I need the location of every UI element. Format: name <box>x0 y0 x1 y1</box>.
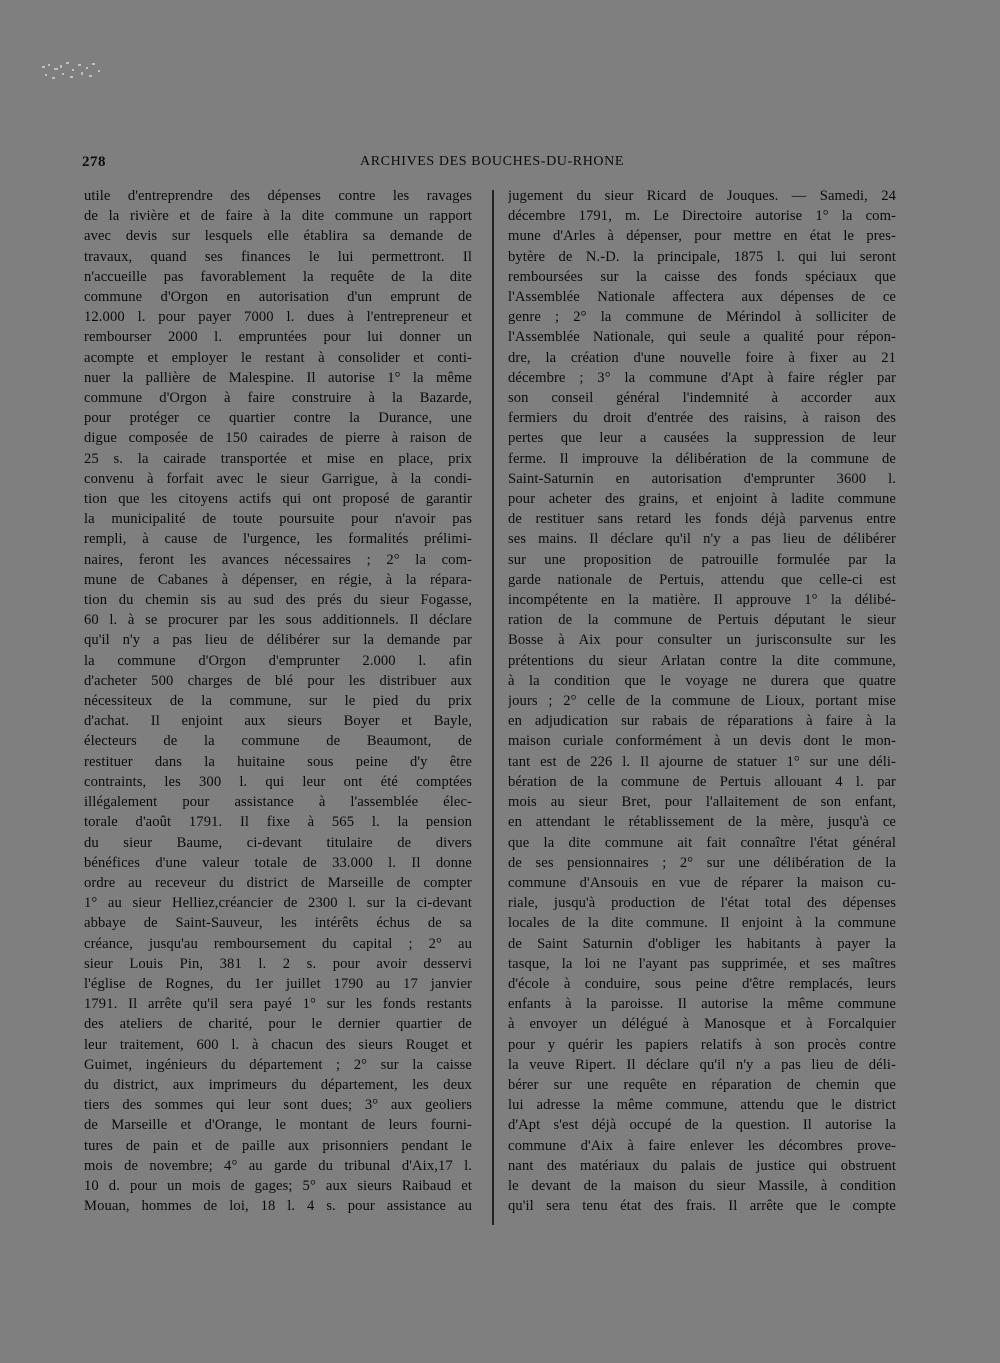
text-line: bytère de N.-D. la principale, 1875 l. qui lui seront <box>508 248 896 265</box>
text-line: Bosse à Aix pour consulter un jurisconsulte sur les <box>508 632 896 649</box>
text-line: l'Assemblée Nationale, qui seule a qualité pour répon- <box>508 329 896 346</box>
text-line: enfants à la paroisse. Il autorise la même commune <box>508 996 896 1013</box>
text-line: ration de la commune de Pertuis députant le sieur <box>508 612 896 629</box>
text-line: maison curiale conformément à un devis dont le mon- <box>508 733 896 750</box>
text-line: d'école à conduire, sous peine d'être remplacés, leurs <box>508 975 896 992</box>
text-line: 1° au sieur Helliez,créancier de 2300 l. sur la ci-devant <box>84 895 472 912</box>
text-line: riale, jusqu'à production de l'état total des dépenses <box>508 895 896 912</box>
text-line: jours ; 2° celle de la commune de Lioux, portant mise <box>508 693 896 710</box>
text-line: garde nationale de Pertuis, attendu que celle-ci est <box>508 571 896 588</box>
text-line: la municipalité de toute poursuite pour n'avoir pas <box>84 511 472 528</box>
text-line: Saint-Saturnin en autorisation d'emprunter 3600 l. <box>508 470 896 487</box>
text-line: son conseil général l'indemnité à accorder aux <box>508 390 896 407</box>
text-line: travaux, quand ses finances le lui permettront. Il <box>84 248 472 265</box>
text-line: ferme. Il improuve la délibération de la commune de <box>508 450 896 467</box>
text-line: prétentions du sieur Arlatan contre la dite commune, <box>508 652 896 669</box>
text-line: bérer sur une requête en réparation de chemin que <box>508 1076 896 1093</box>
text-line: lui adresse la même commune, attendu que le district <box>508 1097 896 1114</box>
text-line: d'achat. Il enjoint aux sieurs Boyer et Bayle, <box>84 713 472 730</box>
text-line: nécessiteux de la commune, sur le pied du prix <box>84 693 472 710</box>
text-line: convenu à forfait avec le sieur Garrigue, à la condi- <box>84 470 472 487</box>
text-line: pour y quérir les papiers relatifs à son procès contre <box>508 1036 896 1053</box>
text-line: rempli, à cause de l'urgence, les formalités prélimi- <box>84 531 472 548</box>
text-line: électeurs de la commune de Beaumont, de <box>84 733 472 750</box>
text-line: leur traitement, 600 l. à chacun des sieurs Rouget et <box>84 1036 472 1053</box>
text-line: remboursées sur la caisse des fonds spéciaux que <box>508 268 896 285</box>
text-line: en adjudication sur rabais de réparations à faire à la <box>508 713 896 730</box>
text-line: acompte et employer le restant à consolider et conti- <box>84 349 472 366</box>
text-line: pour acheter des grains, et enjoint à ladite commune <box>508 491 896 508</box>
text-line: utile d'entreprendre des dépenses contre les ravages <box>84 188 472 204</box>
text-line: de restituer sans retard les fonds déjà parvenus entre <box>508 511 896 528</box>
text-line: n'accueille pas favorablement la requête de la dite <box>84 268 472 285</box>
text-line: jugement du sieur Ricard de Jouques. — Samedi, 24 <box>508 188 896 204</box>
scan-artifact <box>40 60 104 86</box>
text-line: 12.000 l. pour payer 7000 l. dues à l'entrepreneur et <box>84 309 472 326</box>
text-line: la veuve Ripert. Il déclare qu'il n'y a pas lieu de déli- <box>508 1056 896 1073</box>
text-line: tiers des sommes qui leur sont dues; 3° aux geoliers <box>84 1097 472 1114</box>
text-line: qu'il sera tenu état des frais. Il arrête que le compte <box>508 1198 896 1215</box>
text-line: mune d'Arles à dépenser, pour mettre en état le pres- <box>508 228 896 245</box>
text-line: de Marseille et d'Orange, le montant de leurs fourni- <box>84 1117 472 1134</box>
text-line: mois de novembre; 4° au garde du tribunal d'Aix,17 l. <box>84 1157 472 1174</box>
text-line: digue composée de 150 cairades de pierre à raison de <box>84 430 472 447</box>
text-line: naires, feront les avances nécessaires ; 2° la com- <box>84 551 472 568</box>
text-line: abbaye de Saint-Sauveur, les intérêts échus de sa <box>84 915 472 932</box>
text-line: la commune d'Orgon d'emprunter 2.000 l. afin <box>84 652 472 669</box>
text-line: que la dite commune ait fait connaître l'état général <box>508 834 896 851</box>
text-line: d'Apt s'est déjà occupé de la question. Il autorise la <box>508 1117 896 1134</box>
text-line: tant est de 226 l. Il ajourne de statuer 1° sur une déli- <box>508 753 896 770</box>
text-line: tion du chemin sis au sud des prés du sieur Fogasse, <box>84 592 472 609</box>
text-line: pertes que leur a causées la suppression de leur <box>508 430 896 447</box>
text-line: sieur Louis Pin, 381 l. 2 s. pour avoir desservi <box>84 955 472 972</box>
text-line: ordre au receveur du district de Marseille de compter <box>84 874 472 891</box>
text-line: nant des matériaux du palais de justice qui obstruent <box>508 1157 896 1174</box>
text-line: d'acheter 500 charges de blé pour les distribuer aux <box>84 672 472 689</box>
text-line: du district, aux imprimeurs du département, les deux <box>84 1076 472 1093</box>
text-line: en attendant le rétablissement de la mère, jusqu'à ce <box>508 814 896 831</box>
text-line: tasque, la loi ne l'ayant pas supprimée, et ses maîtres <box>508 955 896 972</box>
text-line: Mouan, hommes de loi, 18 l. 4 s. pour assistance au <box>84 1198 472 1215</box>
text-line: décembre 1791, m. Le Directoire autorise 1° la com- <box>508 208 896 225</box>
text-line: restituer dans la huitaine sous peine d'y être <box>84 753 472 770</box>
text-line: commune d'Orgon à faire construire à la Bazarde, <box>84 390 472 407</box>
page-header <box>82 154 902 176</box>
text-line: Guimet, ingénieurs du département ; 2° sur la caisse <box>84 1056 472 1073</box>
text-line: rembourser 2000 l. empruntées pour lui donner un <box>84 329 472 346</box>
text-line: contraints, les 300 l. qui leur ont été comptées <box>84 773 472 790</box>
text-line: commune d'Aix à faire enlever les décombres prove- <box>508 1137 896 1154</box>
text-line: incompétente en la matière. Il approuve 1° la délibé- <box>508 592 896 609</box>
text-line: genre ; 2° la commune de Mérindol à solliciter de <box>508 309 896 326</box>
text-line: commune d'Ansouis en vue de réparer la maison cu- <box>508 874 896 891</box>
left-column <box>84 186 472 1216</box>
text-line: créance, jusqu'au remboursement du capital ; 2° au <box>84 935 472 952</box>
right-column <box>508 186 896 1216</box>
text-line: nuer la pallière de Malespine. Il autorise 1° la même <box>84 369 472 386</box>
text-line: des ateliers de charité, pour le dernier quartier de <box>84 1016 472 1033</box>
text-line: décembre ; 3° la commune d'Apt à faire régler par <box>508 369 896 386</box>
text-line: ses mains. Il déclare qu'il n'y a pas lieu de délibérer <box>508 531 896 548</box>
text-line: 1791. Il arrête qu'il sera payé 1° sur les fonds restants <box>84 996 472 1013</box>
text-line: commune d'Orgon en autorisation d'un emprunt de <box>84 289 472 306</box>
page-number: 278 <box>82 154 106 170</box>
text-line: du sieur Baume, ci-devant titulaire de divers <box>84 834 472 851</box>
text-line: mune de Cabanes à dépenser, en régie, à la répara- <box>84 571 472 588</box>
text-line: torale d'août 1791. Il fixe à 565 l. la pension <box>84 814 472 831</box>
text-line: avec devis sur lesquels elle établira sa demande de <box>84 228 472 245</box>
text-line: qu'il n'y a pas lieu de délibérer sur la demande par <box>84 632 472 649</box>
text-line: tures de pain et de paille aux prisonniers pendant le <box>84 1137 472 1154</box>
text-line: le devant de la maison du sieur Massile, à condition <box>508 1177 896 1194</box>
text-line: pour protéger ce quartier contre la Durance, une <box>84 410 472 427</box>
text-line: dre, la création d'une nouvelle foire à fixer au 21 <box>508 349 896 366</box>
text-line: à la condition que le voyage ne durera que quatre <box>508 672 896 689</box>
text-line: de Saint Saturnin d'obliger les habitants à payer la <box>508 935 896 952</box>
text-line: 60 l. à se procurer par les sous additionnels. Il déclare <box>84 612 472 629</box>
text-line: l'Assemblée Nationale affectera aux dépenses de ce <box>508 289 896 306</box>
text-line: l'église de Rognes, du 1er juillet 1790 au 17 janvier <box>84 975 472 992</box>
column-divider <box>492 190 494 1225</box>
text-line: tion que les citoyens actifs qui ont proposé de garantir <box>84 491 472 508</box>
text-line: sur une proposition de patrouille formulée par la <box>508 551 896 568</box>
text-line: 25 s. la cairade transportée et mise en place, prix <box>84 450 472 467</box>
running-title: ARCHIVES DES BOUCHES-DU-RHONE <box>360 154 624 169</box>
text-line: de ses pensionnaires ; 2° sur une délibération de la <box>508 854 896 871</box>
text-line: de la rivière et de faire à la dite commune un rapport <box>84 208 472 225</box>
text-line: illégalement pour assistance à l'assemblée élec- <box>84 794 472 811</box>
text-line: à envoyer un délégué à Manosque et à Forcalquier <box>508 1016 896 1033</box>
text-line: fermiers du droit d'entrée des raisins, à raison des <box>508 410 896 427</box>
text-line: bération de la commune de Pertuis allouant 4 l. par <box>508 773 896 790</box>
text-line: mois au sieur Bret, pour l'allaitement de son enfant, <box>508 794 896 811</box>
text-line: 10 d. pour un mois de gages; 5° aux sieurs Raibaud et <box>84 1177 472 1194</box>
text-line: bénéfices d'une valeur totale de 33.000 l. Il donne <box>84 854 472 871</box>
text-line: locales de la dite commune. Il enjoint à la commune <box>508 915 896 932</box>
